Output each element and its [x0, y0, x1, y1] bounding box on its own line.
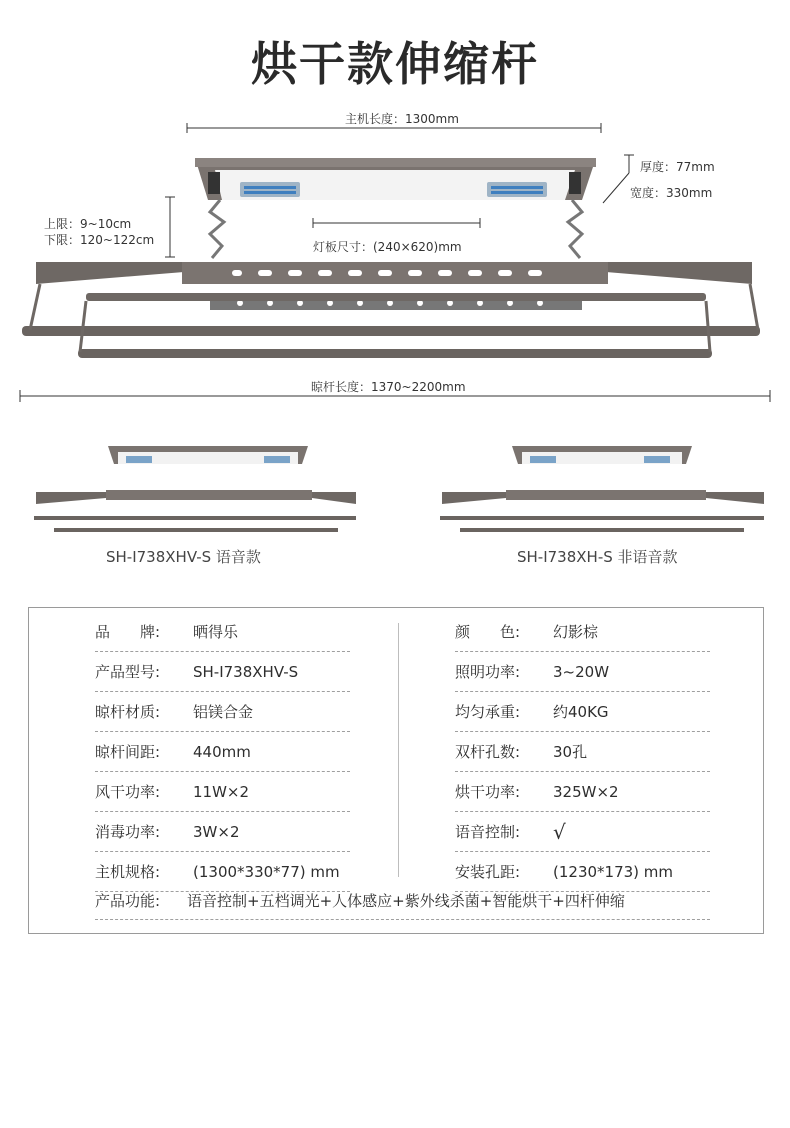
- model-label-voice: SH-I738XHV-S 语音款: [106, 548, 261, 566]
- spec-value: 30孔: [553, 743, 588, 761]
- features-value: 语音控制+五档调光+人体感应+紫外线杀菌+智能烘干+四杆伸缩: [187, 892, 625, 910]
- spec-value: (1230*173) mm: [553, 862, 673, 881]
- spec-label: 颜 色:: [455, 623, 521, 641]
- spec-label: 品 牌:: [95, 623, 161, 641]
- spec-value: SH-I738XHV-S: [193, 662, 299, 681]
- spec-row: [455, 732, 710, 772]
- spec-value: 11W×2: [193, 782, 250, 801]
- spec-value: √: [553, 819, 566, 844]
- spec-value: 440mm: [193, 742, 251, 761]
- spec-label: 消毒功率:: [95, 823, 161, 841]
- spec-value: 约40KG: [553, 703, 609, 721]
- spec-value: 铝镁合金: [193, 703, 254, 721]
- spec-value: 幻影棕: [553, 623, 599, 641]
- spec-label: 安装孔距:: [455, 863, 521, 881]
- host-length-label: 主机长度：1300mm: [345, 112, 459, 126]
- thickness-label: 厚度：77mm: [640, 160, 715, 174]
- spec-label: 双杆孔数:: [455, 743, 521, 761]
- spec-value: (1300*330*77) mm: [193, 862, 340, 881]
- spec-row: [455, 812, 710, 852]
- spec-divider: [398, 623, 399, 877]
- spec-label: 照明功率:: [455, 663, 521, 681]
- spec-row: [95, 852, 350, 892]
- spec-label: 烘干功率:: [455, 783, 521, 801]
- model-voice-diagram: [30, 440, 360, 540]
- spec-row: [455, 772, 710, 812]
- spec-right-column: [455, 612, 710, 892]
- rod-length-label: 晾杆长度：1370~2200mm: [311, 380, 466, 394]
- spec-left-column: [95, 612, 350, 892]
- spec-row: [95, 812, 350, 852]
- features-row: [95, 890, 710, 920]
- spec-row: [455, 692, 710, 732]
- panel-size-label: 灯板尺寸：(240×620)mm: [313, 240, 462, 254]
- spec-row: [455, 612, 710, 652]
- spec-row: [95, 732, 350, 772]
- upper-limit-label: 上限：9~10cm: [44, 217, 132, 231]
- spec-label: 均匀承重:: [455, 703, 521, 721]
- spec-label: 产品型号:: [95, 663, 161, 681]
- page-title: 烘干款伸缩杆: [251, 37, 539, 91]
- spec-value: 3W×2: [193, 822, 240, 841]
- spec-label: 晾杆材质:: [95, 703, 161, 721]
- spec-row: [455, 652, 710, 692]
- spec-row: [95, 692, 350, 732]
- width-label: 宽度：330mm: [630, 186, 713, 200]
- spec-label: 风干功率:: [95, 783, 161, 801]
- spec-row: [455, 852, 710, 892]
- spec-value: 325W×2: [553, 782, 619, 801]
- model-nonvoice-diagram: [438, 440, 768, 540]
- host-unit: [195, 158, 596, 200]
- spec-value: 3~20W: [553, 662, 610, 681]
- spec-value: 晒得乐: [193, 623, 239, 641]
- drying-frame: [22, 262, 760, 358]
- model-label-nonvoice: SH-I738XH-S 非语音款: [517, 548, 678, 566]
- spec-label: 主机规格:: [95, 863, 161, 881]
- spec-row: [95, 612, 350, 652]
- spec-label: 语音控制:: [455, 823, 521, 841]
- scissor-arms: [210, 200, 582, 258]
- features-label: 产品功能:: [95, 892, 161, 910]
- spec-row: [95, 772, 350, 812]
- lower-limit-label: 下限：120~122cm: [44, 233, 155, 247]
- spec-row: [95, 652, 350, 692]
- spec-label: 晾杆间距:: [95, 743, 161, 761]
